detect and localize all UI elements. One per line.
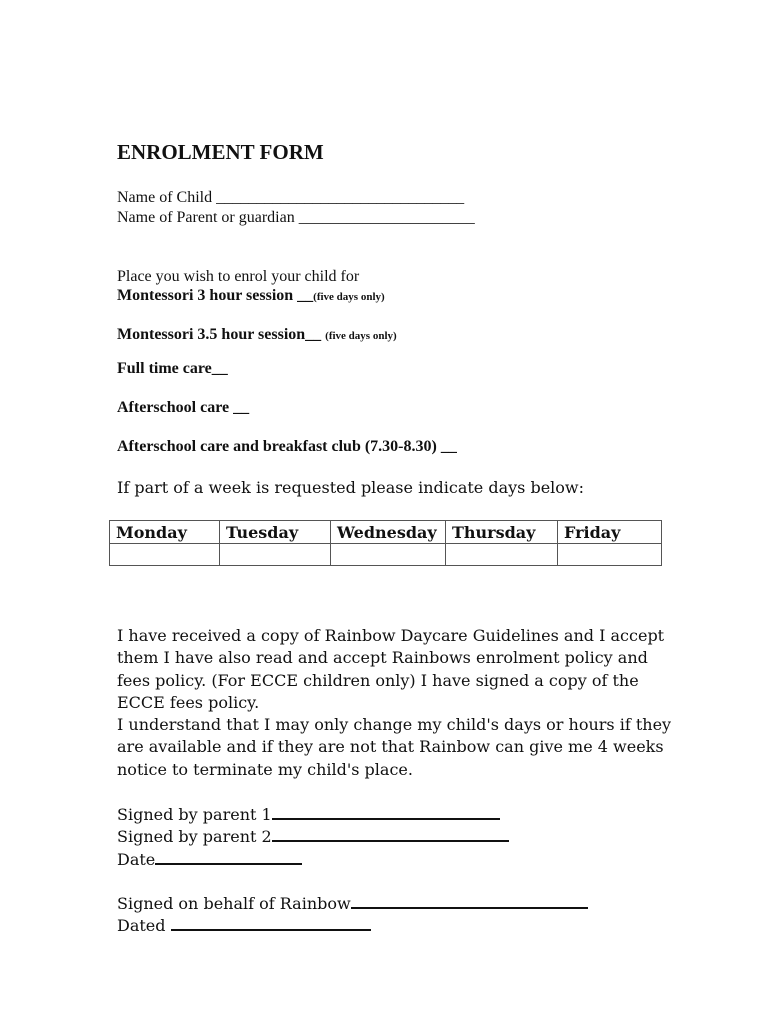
option-montessori-3-label: Montessori 3 hour session __ (117, 287, 314, 304)
child-name-row (117, 189, 464, 207)
parent-name-label: Name of Parent or guardian (117, 209, 295, 226)
day-cell-tuesday[interactable] (220, 544, 331, 566)
form-title: ENROLMENT FORM (117, 140, 324, 164)
parent-name-row (117, 209, 475, 227)
day-header-monday: Monday (110, 521, 220, 544)
rainbow-signature-label: Signed on behalf of Rainbow (117, 894, 351, 913)
option-afterschool[interactable]: Afterschool care __ (117, 399, 250, 416)
day-header-thursday: Thursday (446, 521, 558, 544)
dated-label: Dated (117, 916, 171, 935)
rainbow-signature-line[interactable] (351, 893, 588, 909)
parent1-signature-label: Signed by parent 1 (117, 805, 272, 824)
parent2-signature-label: Signed by parent 2 (117, 827, 272, 846)
option-montessori-35-label: Montessori 3.5 hour session__ (117, 326, 322, 343)
option-montessori-3-note: (five days only) (313, 291, 385, 303)
parent2-signature-row (117, 826, 509, 846)
parent1-signature-row (117, 804, 500, 824)
rainbow-signature-row (117, 893, 588, 913)
option-montessori-35-note: (five days only) (325, 330, 397, 342)
day-cell-monday[interactable] (110, 544, 220, 566)
day-header-wednesday: Wednesday (331, 521, 446, 544)
date-label: Date (117, 850, 156, 869)
option-montessori-3[interactable] (117, 287, 385, 305)
day-cell-wednesday[interactable] (331, 544, 446, 566)
option-full-time[interactable]: Full time care__ (117, 360, 228, 377)
child-name-blank[interactable]: _______________________________ (216, 189, 465, 206)
parent2-signature-line[interactable] (272, 826, 509, 842)
child-name-label: Name of Child (117, 189, 213, 206)
date-row (117, 849, 302, 869)
day-cell-thursday[interactable] (446, 544, 558, 566)
dated-line[interactable] (171, 915, 371, 931)
days-table (109, 520, 662, 566)
days-header-row (110, 521, 662, 544)
enrol-intro: Place you wish to enrol your child for (117, 268, 360, 285)
day-header-tuesday: Tuesday (220, 521, 331, 544)
option-afterschool-breakfast[interactable]: Afterschool care and breakfast club (7.30-8.30) __ (117, 438, 457, 455)
dated-row (117, 915, 371, 935)
agreement-paragraph-2: I understand that I may only change my child's days or hours if they are available and if they are not that Rainbow can give me 4 weeks notice to terminate my child's place. (117, 715, 672, 779)
day-header-friday: Friday (558, 521, 662, 544)
parent1-signature-line[interactable] (272, 804, 500, 820)
agreement-text (117, 625, 677, 781)
agreement-paragraph-1: I have received a copy of Rainbow Daycare Guidelines and I accept them I have also read and accept Rainbows enrolment policy and fees policy. (For ECCE children only) I have signed a copy of the ECCE fees policy. (117, 626, 665, 712)
parent-name-blank[interactable]: ______________________ (298, 209, 475, 226)
option-montessori-35[interactable] (117, 326, 397, 344)
days-entry-row (110, 544, 662, 566)
days-prompt: If part of a week is requested please indicate days below: (117, 478, 584, 497)
day-cell-friday[interactable] (558, 544, 662, 566)
date-line[interactable] (155, 849, 302, 865)
